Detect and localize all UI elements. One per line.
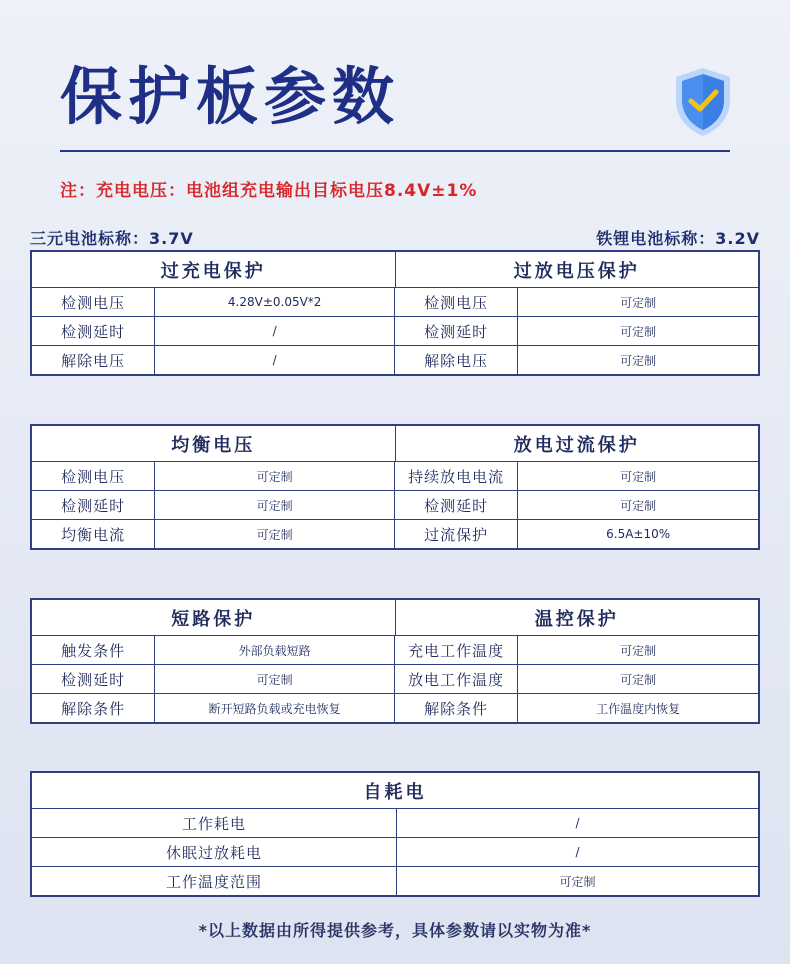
row-label: 休眠过放耗电 xyxy=(32,838,397,866)
row-value: 工作温度内恢复 xyxy=(596,701,681,716)
row-label: 解除条件 xyxy=(395,694,518,722)
page-title: 保护板参数 xyxy=(60,60,401,133)
self-consumption-table xyxy=(30,771,760,897)
balance-overcurrent-table xyxy=(30,424,760,550)
ternary-nominal-voltage: 三元电池标称：3.7V xyxy=(30,229,194,248)
row-label: 工作耗电 xyxy=(32,809,397,837)
table-row xyxy=(32,838,758,867)
row-label: 解除条件 xyxy=(32,694,155,722)
title-divider xyxy=(60,150,730,152)
temperature-header: 温控保护 xyxy=(395,600,759,635)
row-label: 均衡电流 xyxy=(32,520,155,548)
row-value: 可定制 xyxy=(620,672,657,687)
row-value: 可定制 xyxy=(559,874,596,889)
overdischarge-header: 过放电压保护 xyxy=(395,252,759,287)
balance-header: 均衡电压 xyxy=(171,434,256,456)
row-value: 可定制 xyxy=(620,353,657,368)
row-label: 检测电压 xyxy=(32,288,155,316)
table-row xyxy=(32,346,758,374)
table-row xyxy=(32,867,758,895)
table-row xyxy=(32,694,758,722)
row-value: 可定制 xyxy=(155,520,395,548)
row-label: 检测延时 xyxy=(32,491,155,519)
row-label: 过流保护 xyxy=(395,520,518,548)
row-label: 检测延时 xyxy=(32,665,155,693)
row-label: 检测延时 xyxy=(395,491,518,519)
row-value: 可定制 xyxy=(155,665,395,693)
row-label: 解除电压 xyxy=(395,346,518,374)
self-consumption-header: 自耗电 xyxy=(363,781,427,803)
row-value: 可定制 xyxy=(155,491,395,519)
discharge-overcurrent-header: 放电过流保护 xyxy=(395,426,759,461)
table-row xyxy=(32,288,758,317)
table-row xyxy=(32,520,758,548)
row-value: 可定制 xyxy=(620,295,657,310)
row-value: 断开短路负载或充电恢复 xyxy=(155,694,395,722)
row-value: 可定制 xyxy=(620,469,657,484)
shield-check-icon xyxy=(672,66,734,138)
row-label: 检测延时 xyxy=(32,317,155,345)
row-label: 解除电压 xyxy=(32,346,155,374)
table-row xyxy=(32,317,758,346)
row-value: 可定制 xyxy=(620,498,657,513)
disclaimer-footer: *以上数据由所得提供参考，具体参数请以实物为准* xyxy=(198,921,592,940)
row-label: 检测电压 xyxy=(32,462,155,490)
overcharge-overdischarge-table xyxy=(30,250,760,376)
row-value: 可定制 xyxy=(620,324,657,339)
row-value: / xyxy=(155,317,395,345)
row-label: 触发条件 xyxy=(32,636,155,664)
overcharge-header: 过充电保护 xyxy=(160,260,266,282)
row-label: 充电工作温度 xyxy=(395,636,518,664)
row-value: 外部负载短路 xyxy=(155,636,395,664)
row-label: 放电工作温度 xyxy=(395,665,518,693)
row-label: 检测电压 xyxy=(395,288,518,316)
row-label: 持续放电电流 xyxy=(395,462,518,490)
row-value: 4.28V±0.05V*2 xyxy=(155,288,395,316)
row-value: / xyxy=(575,845,580,859)
short-circuit-temperature-table xyxy=(30,598,760,724)
table-row xyxy=(32,636,758,665)
row-value: / xyxy=(575,816,580,830)
table-row xyxy=(32,809,758,838)
row-value: 6.5A±10% xyxy=(606,527,671,541)
lfp-nominal-voltage: 铁锂电池标称：3.2V xyxy=(596,229,760,248)
row-label: 工作温度范围 xyxy=(32,867,397,895)
row-value: 可定制 xyxy=(155,462,395,490)
short-circuit-header: 短路保护 xyxy=(171,608,256,630)
table-row xyxy=(32,665,758,694)
row-value: 可定制 xyxy=(620,643,657,658)
table-row xyxy=(32,462,758,491)
row-label: 检测延时 xyxy=(395,317,518,345)
table-row xyxy=(32,491,758,520)
row-value: / xyxy=(155,346,395,374)
charge-voltage-note: 注：充电电压：电池组充电输出目标电压8.4V±1% xyxy=(60,181,478,201)
